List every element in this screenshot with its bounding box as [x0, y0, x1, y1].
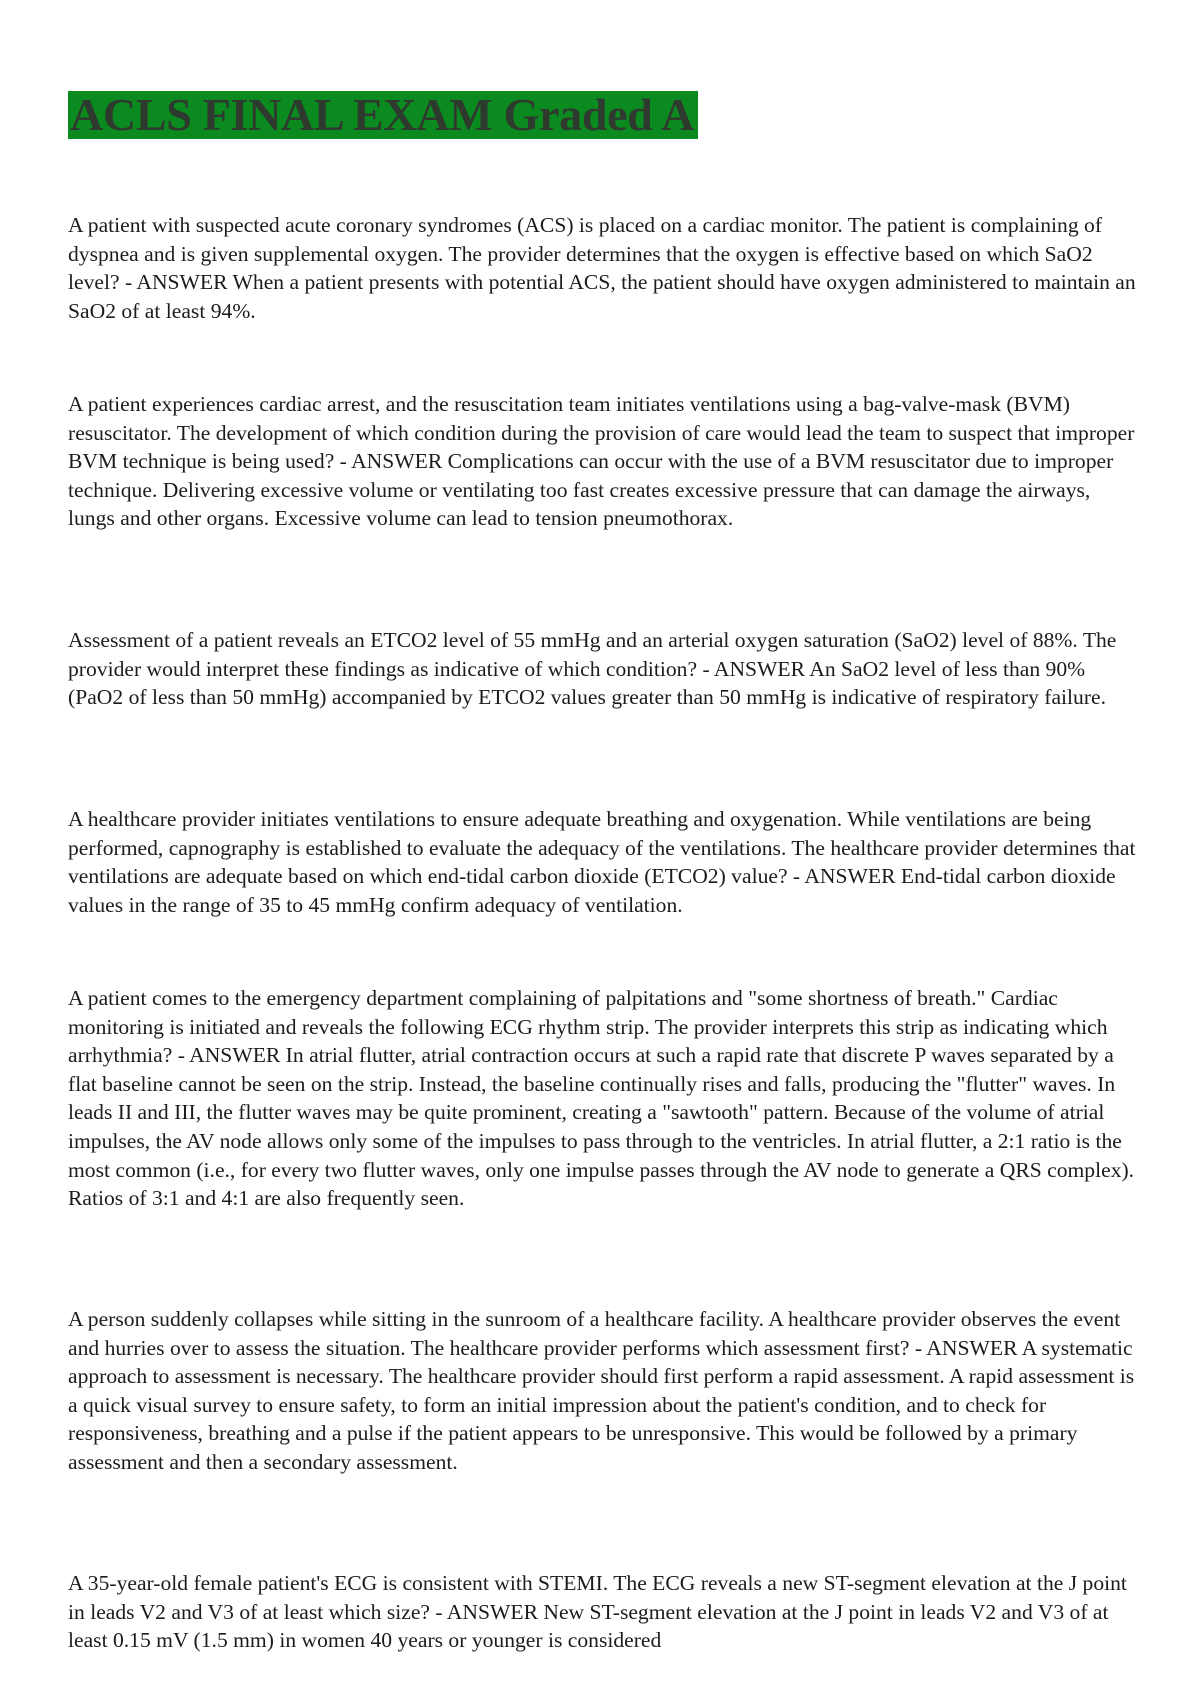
qa-item-7: A 35-year-old female patient's ECG is consistent with STEMI. The ECG reveals a new ST-segment elevation at the J point in leads V2 and V3 of at least which size? - ANSWER New ST-segment elevation at the J point in leads V2 and V3 of at least 0.15 mV (1.5 mm) in women 40 years or younger is considered: [68, 1571, 1127, 1653]
qa-item-5: A patient comes to the emergency department complaining of palpitations and "some shortness of breath." Cardiac monitoring is initiated and reveals the following ECG rhythm strip. The provider interprets this strip as indicating which arrhythmia? - ANSWER In atrial flutter, atrial contraction occurs at such a rapid rate that discrete P waves separated by a flat baseline cannot be seen on the strip. Instead, the baseline continually rises and falls, producing the "flutter" waves. In leads II and III, the flutter waves may be quite prominent, creating a "sawtooth" pattern. Because of the volume of atrial impulses, the AV node allows only some of the impulses to pass through to the ventricles. In atrial flutter, a 2:1 ratio is the most common (i.e., for every two flutter waves, only one impulse passes through the AV node to generate a QRS complex). Ratios of 3:1 and 4:1 are also frequently seen.: [68, 986, 1135, 1211]
qa-item-6: A person suddenly collapses while sitting in the sunroom of a healthcare facility. A healthcare provider observes the event and hurries over to assess the situation. The healthcare provider performs which assessment first? - ANSWER A systematic approach to assessment is necessary. The healthcare provider should first perform a rapid assessment. A rapid assessment is a quick visual survey to ensure safety, to form an initial impression about the patient's condition, and to check for responsiveness, breathing and a pulse if the patient appears to be unresponsive. This would be followed by a primary assessment and then a secondary assessment.: [68, 1307, 1135, 1474]
qa-item-4: A healthcare provider initiates ventilations to ensure adequate breathing and oxygenation. While ventilations are being performed, capnography is established to evaluate the adequacy of the ventilations. The healthcare provider determines that ventilations are adequate based on which end-tidal carbon dioxide (ETCO2) value? - ANSWER End-tidal carbon dioxide values in the range of 35 to 45 mmHg confirm adequacy of ventilation.: [68, 807, 1136, 917]
document-title: ACLS FINAL EXAM Graded A: [68, 91, 698, 139]
qa-item-3: Assessment of a patient reveals an ETCO2 level of 55 mmHg and an arterial oxygen saturation (SaO2) level of 88%. The provider would interpret these findings as indicative of which condition? - ANSWER An SaO2 level of less than 90% (PaO2 of less than 50 mmHg) accompanied by ETCO2 values greater than 50 mmHg is indicative of respiratory failure.: [68, 628, 1117, 710]
qa-item-1: A patient with suspected acute coronary syndromes (ACS) is placed on a cardiac monitor. The patient is complaining of dyspnea and is given supplemental oxygen. The provider determines that the oxygen is effective based on which SaO2 level? - ANSWER When a patient presents with potential ACS, the patient should have oxygen administered to maintain an SaO2 of at least 94%.: [68, 213, 1136, 323]
title-block: [68, 91, 698, 139]
qa-item-2: A patient experiences cardiac arrest, and the resuscitation team initiates ventilations using a bag-valve-mask (BVM) resuscitator. The development of which condition during the provision of care would lead the team to suspect that improper BVM technique is being used? - ANSWER Complications can occur with the use of a BVM resuscitator due to improper technique. Delivering excessive volume or ventilating too fast creates excessive pressure that can damage the airways, lungs and other organs. Excessive volume can lead to tension pneumothorax.: [68, 392, 1135, 531]
